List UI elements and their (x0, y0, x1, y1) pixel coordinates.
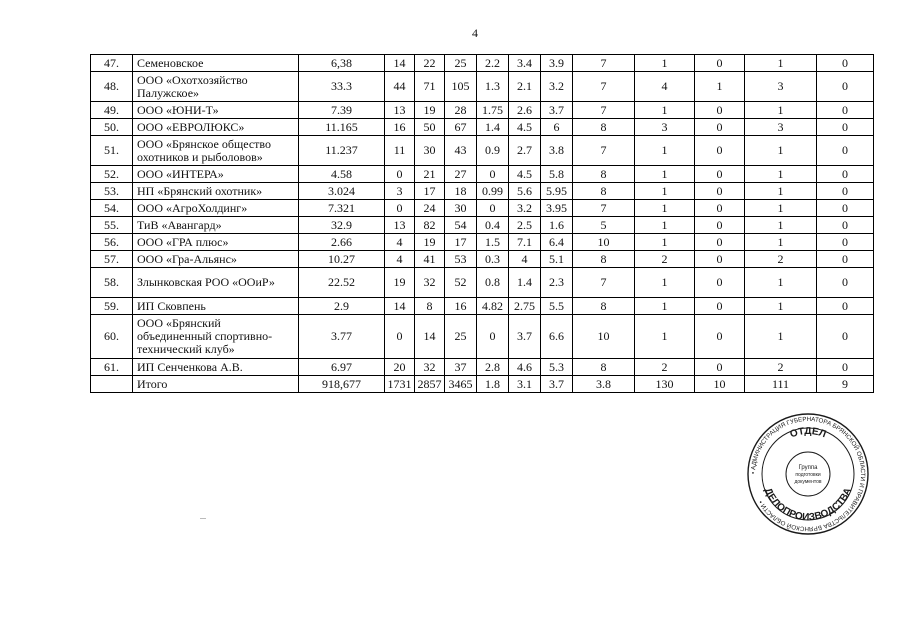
cell-col-9: 3.2 (541, 72, 573, 102)
cell-col-7: 1.75 (477, 102, 509, 119)
cell-col-9: 5.3 (541, 359, 573, 376)
total-row (91, 376, 874, 393)
cell-col-7: 2.2 (477, 55, 509, 72)
cell-col-8: 4.5 (509, 119, 541, 136)
row-number: 49. (91, 102, 133, 119)
table-row (91, 359, 874, 376)
cell-col-8: 2.1 (509, 72, 541, 102)
cell-col-4: 3 (385, 183, 415, 200)
cell-col-8: 3.1 (509, 376, 541, 393)
cell-col-9: 2.3 (541, 268, 573, 298)
cell-col-4: 0 (385, 166, 415, 183)
row-number: 50. (91, 119, 133, 136)
cell-col-7: 0 (477, 200, 509, 217)
cell-col-10: 7 (573, 200, 635, 217)
cell-col-7: 0.99 (477, 183, 509, 200)
cell-col-4: 19 (385, 268, 415, 298)
stamp-center-line: документов (794, 479, 822, 485)
cell-col-10: 7 (573, 102, 635, 119)
table-row (91, 102, 874, 119)
cell-col-9: 1.6 (541, 217, 573, 234)
cell-col-5: 24 (415, 200, 445, 217)
cell-col-11: 4 (635, 72, 695, 102)
cell-col-6: 18 (445, 183, 477, 200)
row-number: 47. (91, 55, 133, 72)
cell-col-7: 2.8 (477, 359, 509, 376)
cell-col-4: 13 (385, 217, 415, 234)
cell-col-5: 14 (415, 315, 445, 359)
cell-col-4: 1731 (385, 376, 415, 393)
table-row (91, 200, 874, 217)
cell-col-6: 3465 (445, 376, 477, 393)
cell-col-14: 0 (817, 183, 874, 200)
cell-col-13: 1 (745, 55, 817, 72)
table-row (91, 268, 874, 298)
cell-col-3: 32.9 (299, 217, 385, 234)
cell-col-8: 3.4 (509, 55, 541, 72)
cell-col-9: 5.95 (541, 183, 573, 200)
cell-col-14: 0 (817, 234, 874, 251)
cell-col-11: 1 (635, 298, 695, 315)
cell-col-13: 111 (745, 376, 817, 393)
cell-col-4: 11 (385, 136, 415, 166)
organization-name: ИП Сенченкова А.В. (133, 359, 299, 376)
cell-col-9: 3.7 (541, 376, 573, 393)
cell-col-8: 3.2 (509, 200, 541, 217)
cell-col-8: 2.5 (509, 217, 541, 234)
cell-col-7: 0.3 (477, 251, 509, 268)
organization-name: ИП Сковпень (133, 298, 299, 315)
cell-col-6: 105 (445, 72, 477, 102)
cell-col-14: 0 (817, 119, 874, 136)
table-row (91, 166, 874, 183)
cell-col-10: 8 (573, 166, 635, 183)
cell-col-13: 1 (745, 298, 817, 315)
stamp-dept-bottom: ДЕЛОПРОИЗВОДСТВА (761, 486, 855, 524)
cell-col-4: 0 (385, 200, 415, 217)
cell-col-3: 6.97 (299, 359, 385, 376)
cell-col-3: 33.3 (299, 72, 385, 102)
cell-col-5: 71 (415, 72, 445, 102)
cell-col-4: 16 (385, 119, 415, 136)
cell-col-6: 52 (445, 268, 477, 298)
cell-col-9: 5.8 (541, 166, 573, 183)
organization-name: ООО «ИНТЕРА» (133, 166, 299, 183)
cell-col-14: 0 (817, 102, 874, 119)
cell-col-4: 44 (385, 72, 415, 102)
cell-col-9: 6.4 (541, 234, 573, 251)
organization-name: ООО «ГРА плюс» (133, 234, 299, 251)
cell-col-12: 0 (695, 251, 745, 268)
table-row (91, 251, 874, 268)
cell-col-14: 0 (817, 72, 874, 102)
cell-col-12: 1 (695, 72, 745, 102)
cell-col-9: 5.1 (541, 251, 573, 268)
cell-col-8: 5.6 (509, 183, 541, 200)
cell-col-12: 0 (695, 200, 745, 217)
cell-col-11: 1 (635, 136, 695, 166)
cell-col-13: 1 (745, 200, 817, 217)
scan-mark (200, 518, 206, 519)
stamp-dept-top: ОТДЕЛ (788, 425, 828, 441)
cell-col-3: 3.024 (299, 183, 385, 200)
cell-col-13: 1 (745, 136, 817, 166)
cell-col-14: 0 (817, 268, 874, 298)
cell-col-4: 20 (385, 359, 415, 376)
cell-col-3: 2.9 (299, 298, 385, 315)
page-number: 4 (472, 26, 478, 40)
cell-col-13: 3 (745, 119, 817, 136)
cell-col-14: 0 (817, 136, 874, 166)
cell-col-10: 8 (573, 298, 635, 315)
cell-col-11: 1 (635, 183, 695, 200)
cell-col-11: 1 (635, 166, 695, 183)
cell-col-12: 0 (695, 234, 745, 251)
cell-col-11: 3 (635, 119, 695, 136)
row-number: 48. (91, 72, 133, 102)
cell-col-6: 25 (445, 315, 477, 359)
cell-col-13: 1 (745, 315, 817, 359)
cell-col-5: 19 (415, 102, 445, 119)
cell-col-13: 1 (745, 183, 817, 200)
cell-col-3: 7.39 (299, 102, 385, 119)
cell-col-6: 16 (445, 298, 477, 315)
organization-name: ООО «Брянский объединенный спортивно-технический клуб» (133, 315, 299, 359)
cell-col-6: 43 (445, 136, 477, 166)
cell-col-9: 3.95 (541, 200, 573, 217)
svg-text:ОТДЕЛ (789, 426, 828, 440)
cell-col-7: 1.8 (477, 376, 509, 393)
cell-col-8: 2.6 (509, 102, 541, 119)
cell-col-5: 22 (415, 55, 445, 72)
cell-col-3: 11.237 (299, 136, 385, 166)
cell-col-14: 0 (817, 251, 874, 268)
stamp-ring-text: • АДМИНИСТРАЦИЯ ГУБЕРНАТОРА БРЯНСКОЙ ОБЛАСТИ И ПРАВИТЕЛЬСТВА БРЯНСКОЙ ОБЛАСТИ • (749, 415, 867, 533)
cell-col-5: 8 (415, 298, 445, 315)
cell-col-4: 4 (385, 234, 415, 251)
organization-name: ООО «ЮНИ-Т» (133, 102, 299, 119)
cell-col-7: 0.9 (477, 136, 509, 166)
cell-col-11: 1 (635, 217, 695, 234)
cell-col-12: 0 (695, 136, 745, 166)
cell-col-6: 54 (445, 217, 477, 234)
row-number (91, 376, 133, 393)
cell-col-10: 8 (573, 183, 635, 200)
cell-col-4: 13 (385, 102, 415, 119)
row-number: 60. (91, 315, 133, 359)
cell-col-6: 17 (445, 234, 477, 251)
cell-col-10: 10 (573, 234, 635, 251)
cell-col-5: 17 (415, 183, 445, 200)
cell-col-9: 3.7 (541, 102, 573, 119)
cell-col-14: 0 (817, 217, 874, 234)
cell-col-6: 53 (445, 251, 477, 268)
cell-col-5: 50 (415, 119, 445, 136)
cell-col-10: 7 (573, 72, 635, 102)
cell-col-13: 1 (745, 268, 817, 298)
cell-col-3: 3.77 (299, 315, 385, 359)
cell-col-9: 6 (541, 119, 573, 136)
cell-col-13: 3 (745, 72, 817, 102)
cell-col-6: 30 (445, 200, 477, 217)
stamp-center-line: подготовки (795, 472, 821, 478)
cell-col-11: 130 (635, 376, 695, 393)
cell-col-8: 3.7 (509, 315, 541, 359)
cell-col-14: 0 (817, 200, 874, 217)
cell-col-13: 1 (745, 166, 817, 183)
cell-col-13: 2 (745, 359, 817, 376)
row-number: 51. (91, 136, 133, 166)
cell-col-3: 7.321 (299, 200, 385, 217)
cell-col-3: 4.58 (299, 166, 385, 183)
cell-col-11: 1 (635, 102, 695, 119)
row-number: 52. (91, 166, 133, 183)
cell-col-13: 1 (745, 102, 817, 119)
organization-name: ТиВ «Авангард» (133, 217, 299, 234)
cell-col-12: 0 (695, 166, 745, 183)
table-row (91, 234, 874, 251)
cell-col-14: 9 (817, 376, 874, 393)
cell-col-12: 10 (695, 376, 745, 393)
cell-col-13: 1 (745, 234, 817, 251)
cell-col-6: 67 (445, 119, 477, 136)
cell-col-11: 1 (635, 234, 695, 251)
cell-col-5: 21 (415, 166, 445, 183)
cell-col-14: 0 (817, 359, 874, 376)
cell-col-5: 2857 (415, 376, 445, 393)
row-number: 54. (91, 200, 133, 217)
row-number: 55. (91, 217, 133, 234)
table-row (91, 298, 874, 315)
table-row (91, 217, 874, 234)
cell-col-8: 7.1 (509, 234, 541, 251)
cell-col-10: 7 (573, 136, 635, 166)
organization-name: НП «Брянский охотник» (133, 183, 299, 200)
official-stamp (746, 412, 870, 536)
cell-col-7: 1.3 (477, 72, 509, 102)
cell-col-12: 0 (695, 217, 745, 234)
cell-col-8: 4 (509, 251, 541, 268)
cell-col-14: 0 (817, 298, 874, 315)
cell-col-11: 1 (635, 55, 695, 72)
cell-col-3: 22.52 (299, 268, 385, 298)
cell-col-7: 0.4 (477, 217, 509, 234)
table-row (91, 315, 874, 359)
cell-col-3: 6,38 (299, 55, 385, 72)
cell-col-9: 6.6 (541, 315, 573, 359)
cell-col-13: 2 (745, 251, 817, 268)
cell-col-3: 11.165 (299, 119, 385, 136)
cell-col-4: 0 (385, 315, 415, 359)
cell-col-10: 10 (573, 315, 635, 359)
cell-col-11: 2 (635, 359, 695, 376)
cell-col-6: 25 (445, 55, 477, 72)
cell-col-7: 1.4 (477, 119, 509, 136)
organization-name: ООО «Брянское общество охотников и рыболовов» (133, 136, 299, 166)
table-row (91, 119, 874, 136)
cell-col-11: 1 (635, 200, 695, 217)
cell-col-10: 5 (573, 217, 635, 234)
cell-col-12: 0 (695, 102, 745, 119)
cell-col-8: 1.4 (509, 268, 541, 298)
cell-col-3: 2.66 (299, 234, 385, 251)
cell-col-5: 32 (415, 359, 445, 376)
cell-col-5: 32 (415, 268, 445, 298)
cell-col-8: 2.7 (509, 136, 541, 166)
cell-col-4: 14 (385, 298, 415, 315)
cell-col-12: 0 (695, 298, 745, 315)
cell-col-8: 4.5 (509, 166, 541, 183)
table-row (91, 72, 874, 102)
data-table (90, 54, 874, 393)
cell-col-7: 1.5 (477, 234, 509, 251)
cell-col-10: 7 (573, 268, 635, 298)
cell-col-4: 14 (385, 55, 415, 72)
cell-col-5: 41 (415, 251, 445, 268)
cell-col-10: 8 (573, 359, 635, 376)
cell-col-3: 10.27 (299, 251, 385, 268)
organization-name: ООО «АгроХолдинг» (133, 200, 299, 217)
cell-col-11: 1 (635, 315, 695, 359)
cell-col-12: 0 (695, 359, 745, 376)
cell-col-14: 0 (817, 315, 874, 359)
cell-col-8: 2.75 (509, 298, 541, 315)
cell-col-10: 8 (573, 119, 635, 136)
organization-name: ООО «Гра-Альянс» (133, 251, 299, 268)
cell-col-7: 0 (477, 166, 509, 183)
row-number: 61. (91, 359, 133, 376)
organization-name: Злынковская РОО «ООиР» (133, 268, 299, 298)
cell-col-4: 4 (385, 251, 415, 268)
row-number: 57. (91, 251, 133, 268)
cell-col-12: 0 (695, 315, 745, 359)
organization-name: Семеновское (133, 55, 299, 72)
row-number: 59. (91, 298, 133, 315)
cell-col-9: 3.8 (541, 136, 573, 166)
cell-col-9: 3.9 (541, 55, 573, 72)
cell-col-13: 1 (745, 217, 817, 234)
cell-col-7: 4.82 (477, 298, 509, 315)
table-row (91, 183, 874, 200)
cell-col-14: 0 (817, 55, 874, 72)
cell-col-10: 3.8 (573, 376, 635, 393)
cell-col-11: 2 (635, 251, 695, 268)
cell-col-7: 0.8 (477, 268, 509, 298)
organization-name: ООО «ЕВРОЛЮКС» (133, 119, 299, 136)
cell-col-10: 8 (573, 251, 635, 268)
cell-col-6: 37 (445, 359, 477, 376)
organization-name: ООО «Охотхозяйство Палужское» (133, 72, 299, 102)
cell-col-12: 0 (695, 55, 745, 72)
cell-col-14: 0 (817, 166, 874, 183)
cell-col-8: 4.6 (509, 359, 541, 376)
cell-col-5: 30 (415, 136, 445, 166)
cell-col-12: 0 (695, 183, 745, 200)
table-row (91, 136, 874, 166)
cell-col-3: 918,677 (299, 376, 385, 393)
cell-col-9: 5.5 (541, 298, 573, 315)
table-row (91, 55, 874, 72)
row-number: 58. (91, 268, 133, 298)
cell-col-12: 0 (695, 268, 745, 298)
cell-col-5: 82 (415, 217, 445, 234)
cell-col-6: 28 (445, 102, 477, 119)
cell-col-11: 1 (635, 268, 695, 298)
cell-col-12: 0 (695, 119, 745, 136)
cell-col-10: 7 (573, 55, 635, 72)
row-number: 53. (91, 183, 133, 200)
stamp-center-line: Группа (798, 465, 818, 471)
cell-col-7: 0 (477, 315, 509, 359)
cell-col-5: 19 (415, 234, 445, 251)
cell-col-6: 27 (445, 166, 477, 183)
row-number: 56. (91, 234, 133, 251)
organization-name: Итого (133, 376, 299, 393)
